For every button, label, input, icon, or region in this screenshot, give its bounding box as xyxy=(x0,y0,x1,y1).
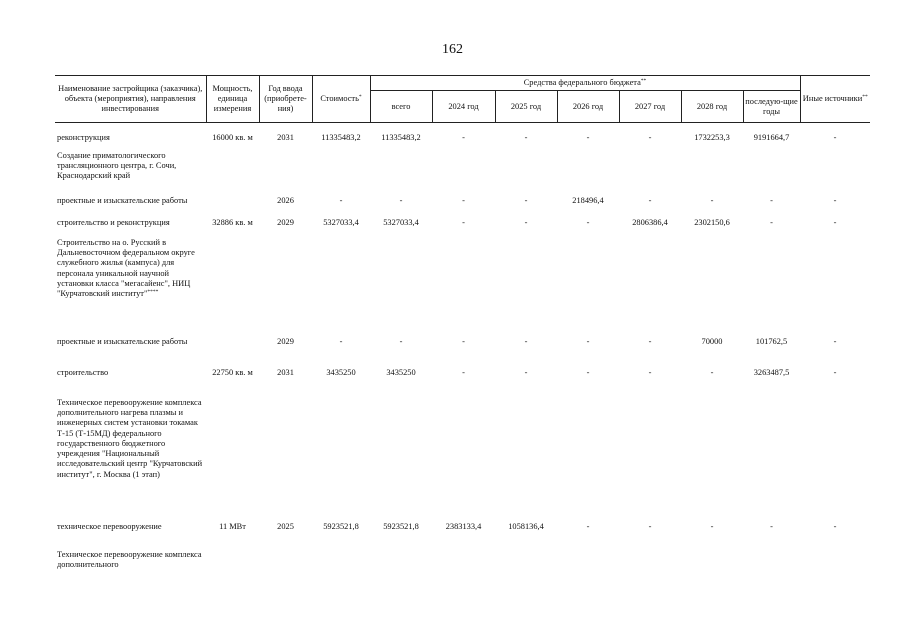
empty-cell xyxy=(432,546,495,576)
cell-other: - xyxy=(833,336,837,346)
row-name: Строительство на о. Русский в Дальневосточном федеральном округе служебного жилья (кампуса) для персонала уникальной научной установки класса "мегасайенс", НИЦ "Курчатовский институт"**** xyxy=(57,237,195,298)
cell-y2026: - xyxy=(586,521,590,531)
empty-cell xyxy=(312,234,370,333)
header-cost: Стоимость* xyxy=(312,76,370,123)
table-header xyxy=(55,76,870,123)
cell-later: - xyxy=(770,217,773,227)
empty-cell xyxy=(743,546,800,576)
cell-other: - xyxy=(833,195,837,205)
cell-other: - xyxy=(833,521,837,531)
header-2027: 2027 год xyxy=(619,91,681,123)
cell-y2025: - xyxy=(524,336,528,346)
empty-cell xyxy=(206,147,259,192)
cell-cap: 22750 кв. м xyxy=(212,367,253,377)
empty-cell xyxy=(370,394,432,518)
cell-y2026: - xyxy=(586,133,590,143)
table-body xyxy=(55,123,870,576)
empty-cell xyxy=(800,394,870,518)
header-2025: 2025 год xyxy=(495,91,557,123)
footnote-mark: **** xyxy=(147,289,159,295)
empty-cell xyxy=(743,147,800,192)
table-row xyxy=(55,394,870,518)
empty-cell xyxy=(619,147,681,192)
empty-cell xyxy=(800,546,870,576)
cell-total: 3435250 xyxy=(386,367,416,377)
row-name: проектные и изыскательские работы xyxy=(57,336,188,346)
row-name: проектные и изыскательские работы xyxy=(57,195,188,205)
empty-cell xyxy=(495,147,557,192)
cell-y2024: - xyxy=(462,195,465,205)
header-federal-budget: Средства федерального бюджета** xyxy=(370,76,800,91)
empty-cell xyxy=(206,234,259,333)
cell-y2027: - xyxy=(648,133,652,143)
other-footnote-mark: ** xyxy=(862,94,868,100)
empty-cell xyxy=(259,394,312,518)
empty-cell xyxy=(259,147,312,192)
empty-cell xyxy=(370,234,432,333)
header-2026: 2026 год xyxy=(557,91,619,123)
cell-y2024: - xyxy=(462,367,465,377)
table-row xyxy=(55,546,870,576)
row-name: Техническое перевооружение комплекса дополнительного нагрева плазмы и инженерных систем установки токамак Т-15 (Т-15МД) федерального государственного бюджетного учреждения "Национальный исследовательский центр "Курчатовский институт", г. Москва (1 этап) xyxy=(57,397,203,479)
cell-later: 9191664,7 xyxy=(753,133,790,143)
empty-cell xyxy=(557,394,619,518)
cell-cost: 5327033,4 xyxy=(323,217,359,227)
empty-cell xyxy=(259,234,312,333)
empty-cell xyxy=(495,546,557,576)
cell-y2027: - xyxy=(648,367,652,377)
cell-y2027: - xyxy=(648,521,652,531)
header-later-years: последую-щие годы xyxy=(743,91,800,123)
cell-cost: - xyxy=(339,195,343,205)
row-name: строительство и реконструкция xyxy=(57,217,170,227)
cost-footnote-mark: * xyxy=(358,94,362,100)
empty-cell xyxy=(619,546,681,576)
empty-cell xyxy=(681,147,743,192)
row-name: Техническое перевооружение комплекса дополнительного xyxy=(57,549,202,569)
row-name: строительство xyxy=(57,367,109,377)
cell-y2027: - xyxy=(648,336,652,346)
cell-cost: 5923521,8 xyxy=(323,521,359,531)
empty-cell xyxy=(743,394,800,518)
cell-y2025: - xyxy=(524,217,528,227)
cell-y2025: - xyxy=(524,133,528,143)
cell-y2025: - xyxy=(524,195,528,205)
cell-y2026: - xyxy=(586,336,590,346)
cell-total: 11335483,2 xyxy=(381,133,421,143)
cell-other: - xyxy=(833,367,837,377)
row-name: техническое перевооружение xyxy=(57,521,162,531)
cell-y2024: - xyxy=(462,217,465,227)
cell-later: 3263487,5 xyxy=(753,367,790,377)
cell-cost: 3435250 xyxy=(326,367,356,377)
cell-year: 2026 xyxy=(277,195,294,205)
table-row xyxy=(55,333,870,364)
header-year: Год ввода (приобрете-ния) xyxy=(259,76,312,123)
empty-cell xyxy=(800,234,870,333)
cell-y2028: - xyxy=(710,521,714,531)
cell-later: 101762,5 xyxy=(755,336,788,346)
cell-year: 2031 xyxy=(277,367,294,377)
cell-cost: 11335483,2 xyxy=(321,133,361,143)
empty-cell xyxy=(432,394,495,518)
empty-cell xyxy=(557,546,619,576)
cell-cap xyxy=(206,333,259,364)
empty-cell xyxy=(619,234,681,333)
cell-y2025: 1058136,4 xyxy=(508,521,544,531)
cell-cap: 32886 кв. м xyxy=(212,217,253,227)
header-capacity: Мощность, единица измерения xyxy=(206,76,259,123)
cell-y2024: - xyxy=(462,336,465,346)
cell-y2028: 70000 xyxy=(701,336,723,346)
row-name: Создание приматологического трансляционного центра, г. Сочи, Краснодарский край xyxy=(57,150,177,181)
page-number: 162 xyxy=(442,42,463,57)
cell-y2026: - xyxy=(586,217,590,227)
cell-y2024: 2383133,4 xyxy=(445,521,482,531)
empty-cell xyxy=(743,234,800,333)
cell-y2027: 2806386,4 xyxy=(632,217,668,227)
cell-y2028: 1732253,3 xyxy=(694,133,730,143)
empty-cell xyxy=(800,147,870,192)
header-2028: 2028 год xyxy=(681,91,743,123)
cell-other: - xyxy=(833,217,837,227)
header-name: Наименование застройщика (заказчика), объекта (мероприятия), направления инвестирования xyxy=(55,76,206,123)
cell-y2027: - xyxy=(648,195,652,205)
cell-total: 5923521,8 xyxy=(383,521,419,531)
cell-year: 2025 xyxy=(277,521,294,531)
cell-year: 2029 xyxy=(277,217,294,227)
cell-cap xyxy=(206,192,259,218)
empty-cell xyxy=(432,234,495,333)
header-other-sources: Иные источники** xyxy=(800,76,870,123)
cell-later: - xyxy=(770,521,773,531)
empty-cell xyxy=(370,546,432,576)
empty-cell xyxy=(557,234,619,333)
empty-cell xyxy=(495,234,557,333)
cell-later: - xyxy=(770,195,773,205)
table-row xyxy=(55,518,870,546)
cell-total: - xyxy=(399,336,403,346)
empty-cell xyxy=(557,147,619,192)
cell-total: - xyxy=(399,195,403,205)
header-2024: 2024 год xyxy=(432,91,495,123)
budget-footnote-mark: ** xyxy=(640,78,647,84)
cell-cap: 11 МВт xyxy=(219,521,246,531)
empty-cell xyxy=(259,546,312,576)
header-total: всего xyxy=(370,91,432,123)
empty-cell xyxy=(432,147,495,192)
empty-cell xyxy=(206,394,259,518)
empty-cell xyxy=(312,394,370,518)
table-row xyxy=(55,218,870,234)
table-row xyxy=(55,234,870,333)
empty-cell xyxy=(206,546,259,576)
cell-year: 2029 xyxy=(277,336,294,346)
cell-y2028: 2302150,6 xyxy=(694,217,730,227)
row-name: реконструкция xyxy=(57,133,110,143)
empty-cell xyxy=(495,394,557,518)
cell-y2028: - xyxy=(710,195,714,205)
empty-cell xyxy=(681,394,743,518)
cell-y2025: - xyxy=(524,367,528,377)
cell-cap: 16000 кв. м xyxy=(212,133,253,143)
cell-y2024: - xyxy=(462,133,465,143)
empty-cell xyxy=(681,546,743,576)
cell-y2026: - xyxy=(586,367,590,377)
cell-y2026: 218496,4 xyxy=(572,195,604,205)
cell-y2028: - xyxy=(710,367,714,377)
empty-cell xyxy=(681,234,743,333)
cell-total: 5327033,4 xyxy=(383,217,419,227)
cell-cost: - xyxy=(339,336,343,346)
empty-cell xyxy=(619,394,681,518)
table-row xyxy=(55,147,870,192)
empty-cell xyxy=(312,147,370,192)
investment-table xyxy=(55,75,870,576)
table-row xyxy=(55,364,870,394)
empty-cell xyxy=(370,147,432,192)
table-row xyxy=(55,192,870,218)
cell-other: - xyxy=(833,133,837,143)
empty-cell xyxy=(312,546,370,576)
cell-year: 2031 xyxy=(277,133,294,143)
table-row xyxy=(55,123,870,147)
